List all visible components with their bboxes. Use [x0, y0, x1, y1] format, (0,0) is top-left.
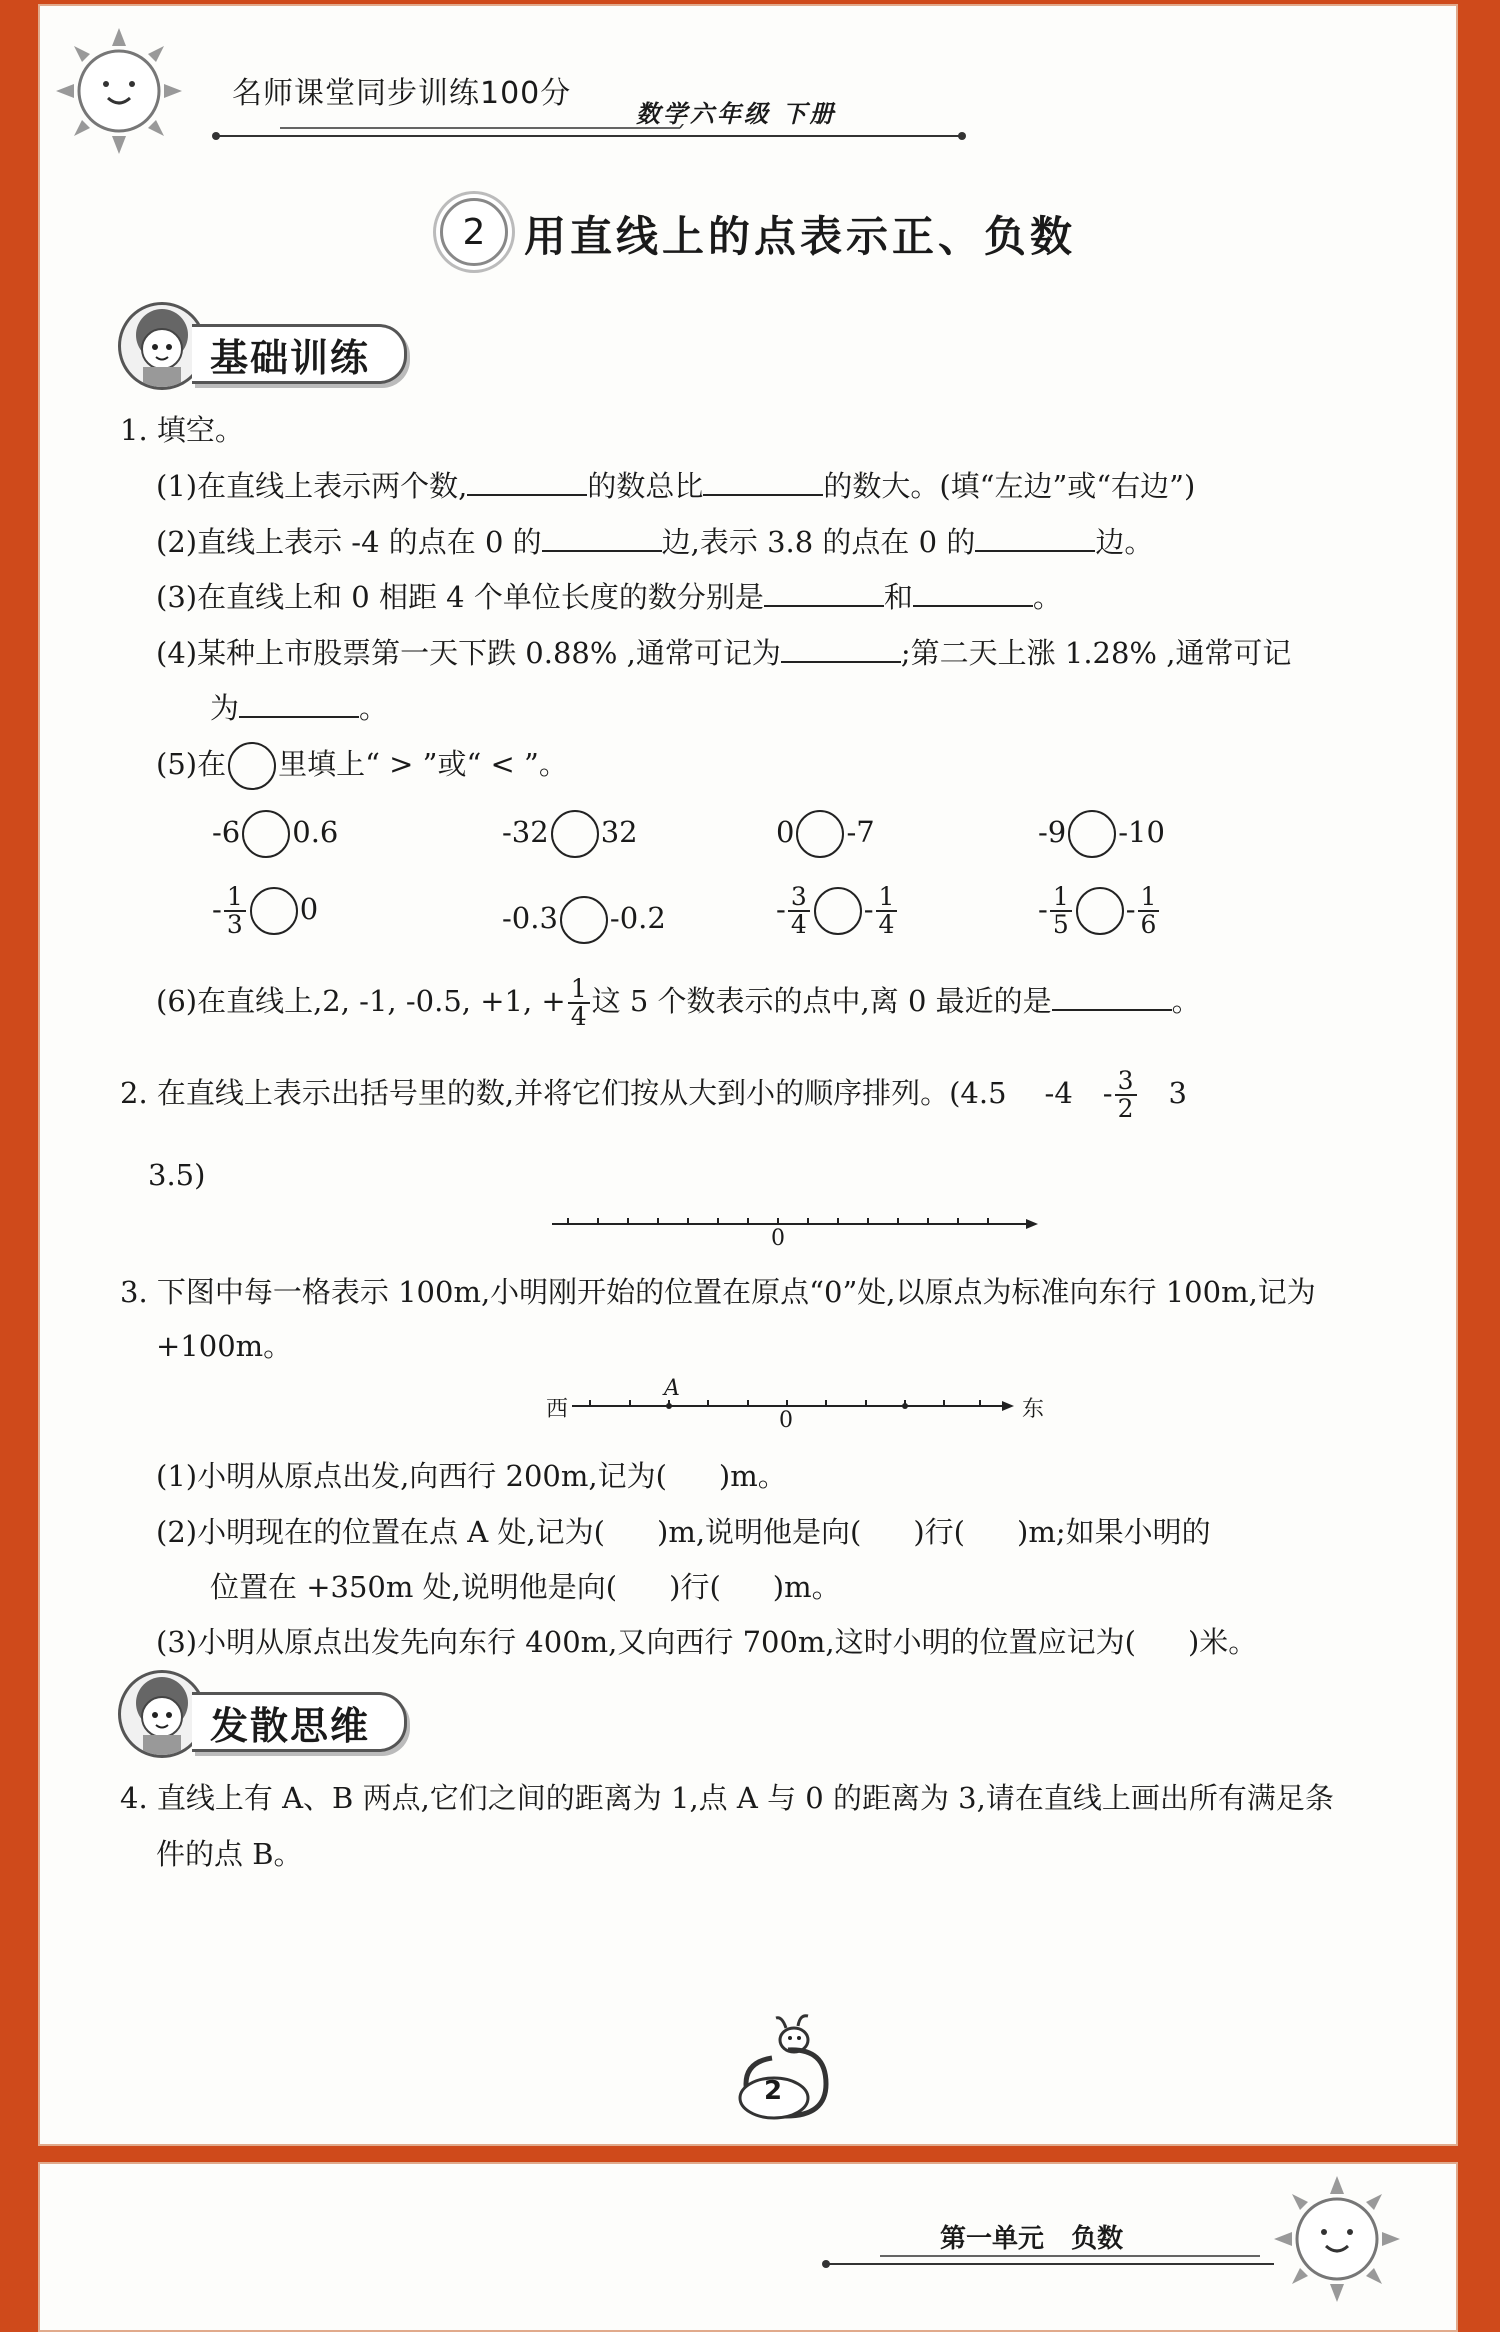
- q1-p6-a: (6)在直线上,2, -1, -0.5, +1, +: [156, 984, 566, 1018]
- q2-sign: -: [1102, 1076, 1113, 1110]
- q1-part5: [156, 742, 568, 790]
- fraction-numerator: 1: [1138, 884, 1160, 912]
- q1-part3: [156, 575, 1062, 616]
- q4-line2: 件的点 B。: [156, 1837, 303, 1871]
- unit-rule: [820, 2254, 1280, 2274]
- q1-part2: [156, 520, 1153, 561]
- q2-zero-label: 0: [771, 1226, 785, 1251]
- q1-p4-d: 。: [359, 691, 389, 725]
- compare-sign: -: [212, 892, 222, 926]
- point-a-label: A: [664, 1376, 680, 1401]
- compare-circle[interactable]: [551, 810, 599, 858]
- q3-s1: (1)小明从原点出发,向西行 200m,记为(: [156, 1459, 667, 1493]
- q1-p4-c: 为: [210, 691, 240, 725]
- compare-right: 0.6: [292, 815, 339, 849]
- answer-blank[interactable]: [239, 690, 359, 718]
- fraction-numerator: 3: [788, 884, 810, 912]
- q3-s3: (3)小明从原点出发先向东行 400m,又向西行 700m,这时小明的位置应记为(: [156, 1625, 1136, 1659]
- unit-title: 第一单元 负数: [940, 2224, 1124, 2254]
- fraction-denominator: 3: [226, 910, 243, 939]
- q1-part4: [156, 631, 1291, 672]
- q3-text1: 3. 下图中每一格表示 100m,小明刚开始的位置在原点“0”处,以原点为标准向东行 100m,记为: [120, 1275, 1316, 1309]
- q3-sub1: [156, 1454, 787, 1495]
- q2-number-line: [550, 1204, 1040, 1254]
- compare-right: -10: [1118, 815, 1165, 849]
- compare-circle[interactable]: [228, 742, 276, 790]
- snail-icon: [726, 2014, 856, 2124]
- q1-part4-cont: [210, 686, 388, 727]
- q3-s2e: 位置在 +350m 处,说明他是向(: [210, 1570, 618, 1604]
- compare-circle[interactable]: [250, 887, 298, 935]
- compare-sign: -: [1125, 892, 1136, 926]
- fraction-numerator: 1: [568, 976, 590, 1004]
- compare-circle[interactable]: [814, 887, 862, 935]
- q4-line1: 4. 直线上有 A、B 两点,它们之间的距离为 1,点 A 与 0 的距离为 3,请在直线上画出所有满足条: [120, 1781, 1334, 1815]
- series-title: 名师课堂同步训练100分: [232, 76, 572, 111]
- q1-p3-a: (3)在直线上和 0 相距 4 个单位长度的数分别是: [156, 580, 764, 614]
- compare-item: [776, 884, 899, 938]
- fraction-numerator: 1: [1050, 884, 1072, 912]
- answer-blank[interactable]: [764, 579, 884, 607]
- q3-sub2-cont: [210, 1565, 841, 1606]
- q1-part1: [156, 464, 1195, 505]
- compare-left: 0: [776, 815, 795, 849]
- fraction-denominator: 6: [1140, 910, 1157, 939]
- q3-s2b: )m,说明他是向(: [657, 1515, 862, 1549]
- girl-face-icon: [121, 305, 203, 387]
- q3-s1b: )m。: [718, 1459, 787, 1493]
- q3-s3b: )米。: [1187, 1625, 1258, 1659]
- answer-blank[interactable]: [1052, 983, 1172, 1011]
- q1-p3-b: 和: [883, 580, 913, 614]
- compare-right: 32: [600, 815, 638, 849]
- sun-icon: [54, 26, 184, 156]
- q3-s2c: )行(: [913, 1515, 965, 1549]
- compare-left: -9: [1038, 815, 1067, 849]
- compare-right: -7: [846, 815, 875, 849]
- section-divergent-title: [192, 1692, 407, 1752]
- fraction: [224, 884, 246, 938]
- lesson-number-badge: [440, 198, 508, 266]
- fraction-denominator: 4: [570, 1002, 587, 1031]
- next-page-header: [38, 2162, 1458, 2332]
- compare-circle[interactable]: [560, 896, 608, 944]
- compare-item: [776, 810, 875, 858]
- header-subtitle: 数学六年级 下册: [636, 100, 837, 128]
- compare-item: [502, 810, 638, 858]
- compare-left: -6: [212, 815, 241, 849]
- q2-line2: 3.5): [148, 1158, 206, 1192]
- q3-s2g: )m。: [772, 1570, 841, 1604]
- compare-circle[interactable]: [796, 810, 844, 858]
- answer-blank[interactable]: [781, 635, 901, 663]
- compare-item: [1038, 810, 1165, 858]
- q3-text2: +100m。: [156, 1329, 293, 1363]
- fraction-denominator: 4: [878, 910, 895, 939]
- lesson-title: 用直线上的点表示正、负数: [524, 212, 1077, 261]
- fraction-denominator: 2: [1117, 1094, 1134, 1123]
- q3-s2f: )行(: [669, 1570, 721, 1604]
- answer-blank[interactable]: [975, 524, 1095, 552]
- q1-p2-b: 边,表示 3.8 的点在 0 的: [661, 525, 976, 559]
- girl-face-icon: [121, 1673, 203, 1755]
- fraction: [788, 884, 810, 938]
- fraction: [876, 884, 898, 938]
- q3-zero-label: 0: [779, 1408, 793, 1433]
- compare-item: [212, 810, 338, 858]
- fraction: [568, 976, 590, 1030]
- west-label: 西: [546, 1397, 569, 1422]
- q1-p6-c: 。: [1171, 984, 1201, 1018]
- q1-p5-b: 里填上“ > ”或“ < ”。: [278, 747, 568, 781]
- fraction: [1050, 884, 1072, 938]
- compare-circle[interactable]: [242, 810, 290, 858]
- q3-s2d: )m;如果小明的: [1017, 1515, 1211, 1549]
- compare-sign: -: [863, 892, 874, 926]
- q1-p2-a: (2)直线上表示 -4 的点在 0 的: [156, 525, 542, 559]
- answer-blank[interactable]: [913, 579, 1033, 607]
- fraction: [1138, 884, 1160, 938]
- fraction-denominator: 4: [790, 910, 807, 939]
- compare-circle[interactable]: [1068, 810, 1116, 858]
- answer-blank[interactable]: [703, 468, 823, 496]
- q3-sub2: [156, 1510, 1211, 1551]
- compare-left: -32: [502, 815, 549, 849]
- answer-blank[interactable]: [542, 524, 662, 552]
- page: [38, 4, 1458, 2146]
- compare-item: [502, 896, 666, 944]
- fraction-numerator: 3: [1115, 1068, 1137, 1096]
- fraction-denominator: 5: [1052, 910, 1069, 939]
- east-label: 东: [1022, 1397, 1045, 1422]
- compare-sign: -: [776, 892, 786, 926]
- section-basic-label: 基础训练: [210, 335, 371, 380]
- q1-p1-b: 的数总比: [587, 469, 704, 503]
- compare-item: [1038, 884, 1161, 938]
- header-rule: [210, 124, 970, 144]
- section-basic-title: [192, 324, 407, 384]
- q1-p4-b: ;第二天上涨 1.28% ,通常可记: [900, 636, 1292, 670]
- q1-p5-a: (5)在: [156, 747, 227, 781]
- sun-icon: [1272, 2174, 1402, 2304]
- q1-p6-b: 这 5 个数表示的点中,离 0 最近的是: [591, 984, 1052, 1018]
- q1-part6: [156, 976, 1201, 1030]
- q3-sub3: [156, 1620, 1257, 1661]
- fraction-numerator: 1: [224, 884, 246, 912]
- compare-right: 0: [299, 892, 319, 926]
- q1-p3-c: 。: [1032, 580, 1062, 614]
- lesson-number: 2: [462, 211, 486, 253]
- q2-value: -4: [1044, 1076, 1073, 1110]
- compare-circle[interactable]: [1076, 887, 1124, 935]
- q2-text-main: 2. 在直线上表示出括号里的数,并将它们按从大到小的顺序排列。(4.5: [120, 1076, 1007, 1110]
- compare-sign: -: [1038, 892, 1048, 926]
- compare-item: [212, 884, 318, 938]
- compare-right: -0.2: [609, 901, 666, 935]
- q3-number-line: [570, 1382, 1020, 1422]
- q1-p4-a: (4)某种上市股票第一天下跌 0.88% ,通常可记为: [156, 636, 781, 670]
- section-divergent-label: 发散思维: [210, 1703, 371, 1748]
- q2-text: [120, 1068, 1187, 1122]
- fraction-numerator: 1: [876, 884, 898, 912]
- q1-p1-a: (1)在直线上表示两个数,: [156, 469, 468, 503]
- answer-blank[interactable]: [467, 468, 587, 496]
- q2-value: 3: [1168, 1076, 1187, 1110]
- page-number: 2: [764, 2076, 783, 2106]
- fraction: [1115, 1068, 1137, 1122]
- q3-s2a: (2)小明现在的位置在点 A 处,记为(: [156, 1515, 605, 1549]
- compare-left: -0.3: [502, 901, 558, 935]
- q1-p2-c: 边。: [1095, 525, 1154, 559]
- q1-p1-c: 的数大。(填“左边”或“右边”): [823, 469, 1196, 503]
- q1-head: 1. 填空。: [120, 413, 244, 447]
